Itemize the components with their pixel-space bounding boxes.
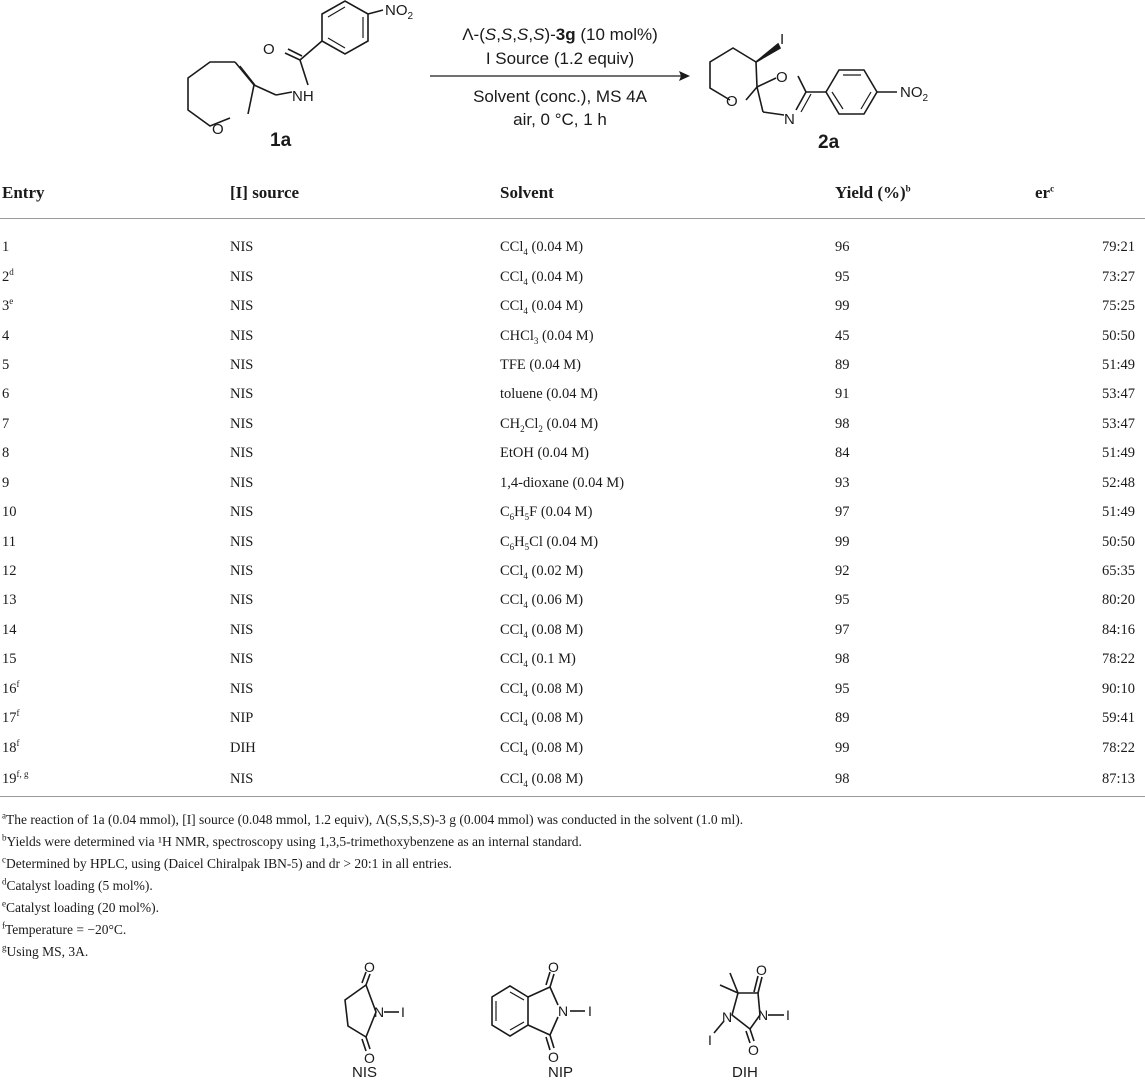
cell-er: 50:50: [1101, 327, 1135, 344]
entry-footnote-mark: f: [16, 708, 20, 719]
cell-source: NIS: [230, 533, 254, 550]
product-n-label: N: [784, 111, 795, 128]
cell-source: NIS: [230, 356, 254, 373]
solvent-condition: Solvent (conc.), MS 4A: [473, 87, 647, 106]
footnote-f: $^f$Temperature = −20°C.: [2, 920, 127, 937]
cell-er: 51:49: [1101, 504, 1135, 521]
cell-yield: 99: [835, 739, 850, 756]
cell-yield: 89: [835, 356, 850, 373]
cell-source: DIH: [230, 739, 256, 756]
nis-o2: O: [364, 1050, 375, 1066]
cell-solvent: CCl$_4$ (0.08 M): [500, 680, 584, 699]
cell-solvent: CCl$_4$ (0.08 M): [500, 710, 584, 729]
cell-entry: 1: [2, 239, 10, 256]
cell-solvent: toluene (0.04 M): [500, 386, 598, 403]
cell-yield: 98: [835, 651, 850, 668]
product-2a-structure: [710, 44, 897, 115]
dih-structure: [714, 973, 784, 1043]
product-nitro-label: $NO_2$: [900, 84, 929, 104]
table-row: [0, 410, 1145, 439]
product-label: 2a: [818, 132, 840, 153]
cell-er: 90:10: [1101, 680, 1135, 697]
nip-i: I: [588, 1003, 592, 1019]
cell-entry: 11: [2, 533, 16, 550]
iodo-label: I: [780, 31, 785, 48]
cell-source: NIS: [230, 298, 254, 315]
optimization-table: [0, 168, 1145, 797]
nip-n: N: [558, 1003, 569, 1019]
cell-yield: 97: [835, 504, 850, 521]
cell-yield: 97: [835, 621, 850, 638]
cell-er: 80:20: [1101, 592, 1135, 609]
table-row: [0, 262, 1145, 291]
table-row: [0, 380, 1145, 409]
table-row: [0, 219, 1145, 263]
cell-solvent: CCl$_4$ (0.04 M): [500, 268, 584, 287]
substrate-label: 1a: [270, 130, 292, 151]
cell-solvent: CCl$_4$ (0.08 M): [500, 739, 584, 758]
cell-solvent: CHCl$_3$ (0.04 M): [500, 327, 594, 346]
cell-entry: 12: [2, 563, 17, 580]
cell-source: NIS: [230, 239, 254, 256]
cell-er: 59:41: [1101, 710, 1135, 727]
cell-er: 87:13: [1035, 763, 1145, 797]
cell-solvent: CCl$_4$ (0.04 M): [500, 239, 584, 258]
dih-structure-svg: [700, 955, 830, 1083]
cell-yield: 95: [835, 592, 850, 609]
cell-source: NIS: [230, 415, 254, 432]
footnote-d: $^d$Catalyst loading (5 mol%).: [2, 876, 153, 893]
cell-yield: 98: [835, 415, 850, 432]
reaction-scheme: [0, 0, 1145, 160]
nis-structure: [345, 972, 399, 1051]
cell-source: NIS: [230, 445, 254, 462]
dih-n1: N: [758, 1007, 769, 1023]
cell-er: 50:50: [1101, 533, 1135, 550]
dih-caption: DIH: [732, 1064, 758, 1081]
nis-i: I: [401, 1004, 405, 1020]
dih-n2: N: [722, 1009, 733, 1025]
table-row: [0, 527, 1145, 556]
cell-er: 53:47: [1101, 415, 1135, 432]
footnote-b: $^b$Yields were determined via ¹H NMR, spectroscopy using 1,3,5-trimethoxybenzene as an internal standard.: [2, 832, 582, 849]
cell-yield: 95: [835, 680, 850, 697]
cell-yield: 93: [835, 474, 850, 491]
table-row: [0, 439, 1145, 468]
product-oxazoline-o-label: O: [776, 69, 788, 86]
table-row: [0, 351, 1145, 380]
cell-yield: 99: [835, 533, 850, 550]
table-row: [0, 763, 1145, 797]
nis-o1: O: [364, 959, 375, 975]
dih-i2: I: [708, 1032, 712, 1048]
cell-er: 51:49: [1101, 445, 1135, 462]
entry-footnote-mark: e: [9, 296, 14, 307]
cell-er: 79:21: [1101, 239, 1135, 256]
cell-source: NIS: [230, 621, 254, 638]
header-entry: Entry: [0, 168, 230, 219]
cell-source: NIP: [230, 710, 254, 727]
cell-source: NIS: [230, 327, 254, 344]
table-header-row: [0, 168, 1145, 219]
cell-entry: 14: [2, 621, 17, 638]
cell-source: NIS: [230, 504, 254, 521]
header-source: [I] source: [230, 168, 500, 219]
cell-entry: 3e: [2, 296, 14, 315]
header-solvent: Solvent: [500, 168, 835, 219]
cell-solvent: CCl$_4$ (0.06 M): [500, 592, 584, 611]
cell-yield: 92: [835, 563, 850, 580]
cell-source: NIS: [230, 386, 254, 403]
dih-o2: O: [748, 1042, 759, 1058]
cell-source: NIS: [230, 680, 254, 697]
cell-source: NIS: [230, 651, 254, 668]
amide-nh-label: NH: [292, 88, 314, 105]
cell-yield: 96: [835, 239, 850, 256]
table-row: [0, 733, 1145, 762]
nip-structure: [492, 972, 585, 1050]
cell-source: NIS: [230, 563, 254, 580]
cell-er: 78:22: [1101, 739, 1135, 756]
cell-entry: 18$^f$: [2, 737, 20, 756]
cell-yield: 91: [835, 386, 850, 403]
footnote-e: $^e$Catalyst loading (20 mol%).: [2, 898, 159, 915]
entry-footnote-mark: d: [9, 266, 14, 277]
cell-er: 53:47: [1101, 386, 1135, 403]
ring-oxygen-label: O: [212, 121, 224, 138]
cell-entry: 19$^{f, g}$: [0, 763, 230, 797]
cell-source: NIS: [230, 474, 254, 491]
header-yield: Yield (%)$^b$: [835, 168, 1035, 219]
cell-solvent: CCl$_4$ (0.08 M): [500, 763, 835, 797]
cell-entry: 13: [2, 592, 17, 609]
cell-solvent: CCl$_4$ (0.1 M): [500, 651, 576, 670]
cell-solvent: CCl$_4$ (0.02 M): [500, 563, 584, 581]
cell-solvent: CCl$_4$ (0.04 M): [500, 298, 584, 316]
cell-entry: 4: [2, 327, 10, 344]
nip-o2: O: [548, 1049, 559, 1065]
cell-source: NIS: [230, 763, 500, 797]
cell-entry: 17$^f$: [2, 708, 20, 727]
cell-entry: 7: [2, 415, 10, 432]
dih-i1: I: [786, 1007, 790, 1023]
table-row: [0, 498, 1145, 527]
cell-yield: 99: [835, 298, 850, 315]
table-row: [0, 557, 1145, 586]
table-row: [0, 321, 1145, 350]
nitro-group-label: $NO_2$: [385, 2, 414, 22]
product-ring-o-label: O: [726, 93, 738, 110]
reagent-condition: I Source (1.2 equiv): [485, 49, 635, 68]
cell-source: NIS: [230, 592, 254, 609]
entry-footnote-mark: f, g: [16, 769, 29, 780]
dih-o1: O: [756, 962, 767, 978]
cell-er: 84:16: [1101, 621, 1135, 638]
cell-entry: 2$^d$: [2, 266, 14, 285]
entry-footnote-mark: f: [16, 678, 20, 689]
cell-er: 65:35: [1101, 563, 1135, 580]
cell-er: 75:25: [1101, 298, 1135, 315]
table-row: [0, 616, 1145, 645]
nis-n: N: [374, 1004, 385, 1020]
carbonyl-oxygen-label: O: [263, 41, 275, 58]
cell-solvent: TFE (0.04 M): [500, 356, 581, 373]
nip-caption: NIP: [548, 1064, 574, 1081]
cell-entry: 8: [2, 445, 10, 462]
cell-yield: 84: [835, 445, 850, 462]
footnote-c: $^c$Determined by HPLC, using (Daicel Chiralpak IBN-5) and dr > 20:1 in all entries.: [2, 854, 452, 871]
nis-caption: NIS: [352, 1064, 378, 1081]
cell-source: NIS: [230, 268, 254, 285]
substrate-1a-structure: [188, 1, 383, 126]
cell-solvent: EtOH (0.04 M): [500, 445, 590, 462]
cell-entry: 15: [2, 651, 17, 668]
cell-solvent: CCl$_4$ (0.08 M): [500, 621, 584, 640]
cell-solvent: $C_6H_5F$ (0.04 M): [500, 504, 593, 523]
cell-yield: 89: [835, 710, 850, 727]
table-row: [0, 704, 1145, 733]
header-er: $er^c$: [1035, 168, 1145, 219]
nip-o1: O: [548, 959, 559, 975]
cell-yield: 45: [835, 327, 850, 344]
cell-solvent: $CH_2Cl_2$ (0.04 M): [500, 415, 599, 434]
cell-yield: 95: [835, 268, 850, 285]
table-row: [0, 292, 1145, 321]
catalyst-condition: Λ-(S,S,S,S)-3g (10 mol%): [462, 25, 658, 44]
atmosphere-condition: air, 0 °C, 1 h: [513, 110, 607, 129]
cell-entry: 6: [2, 386, 10, 403]
cell-entry: 5: [2, 356, 10, 373]
footnote-g: $^g$Using MS, 3A.: [2, 942, 89, 959]
table-row: [0, 586, 1145, 615]
cell-er: 51:49: [1101, 356, 1135, 373]
table-row: [0, 645, 1145, 674]
footnote-a: $^a$The reaction of 1a (0.04 mmol), [I] source (0.048 mmol, 1.2 equiv), Λ(S,S,S,S)-3 g (0.004 mmol) was conducted in the solvent (1.0 ml).: [2, 810, 744, 827]
table-row: [0, 469, 1145, 498]
cell-er: 78:22: [1101, 651, 1135, 668]
cell-solvent: 1,4-dioxane (0.04 M): [500, 474, 625, 491]
cell-yield: 98: [835, 763, 1035, 797]
entry-footnote-mark: f: [16, 737, 20, 748]
table-row: [0, 675, 1145, 704]
cell-solvent: $C_6H_5Cl$ (0.04 M): [500, 533, 599, 552]
cell-er: 52:48: [1101, 474, 1135, 491]
cell-entry: 10: [2, 504, 17, 521]
cell-entry: 9: [2, 474, 10, 491]
cell-er: 73:27: [1101, 268, 1135, 285]
cell-entry: 16$^f$: [2, 678, 20, 697]
